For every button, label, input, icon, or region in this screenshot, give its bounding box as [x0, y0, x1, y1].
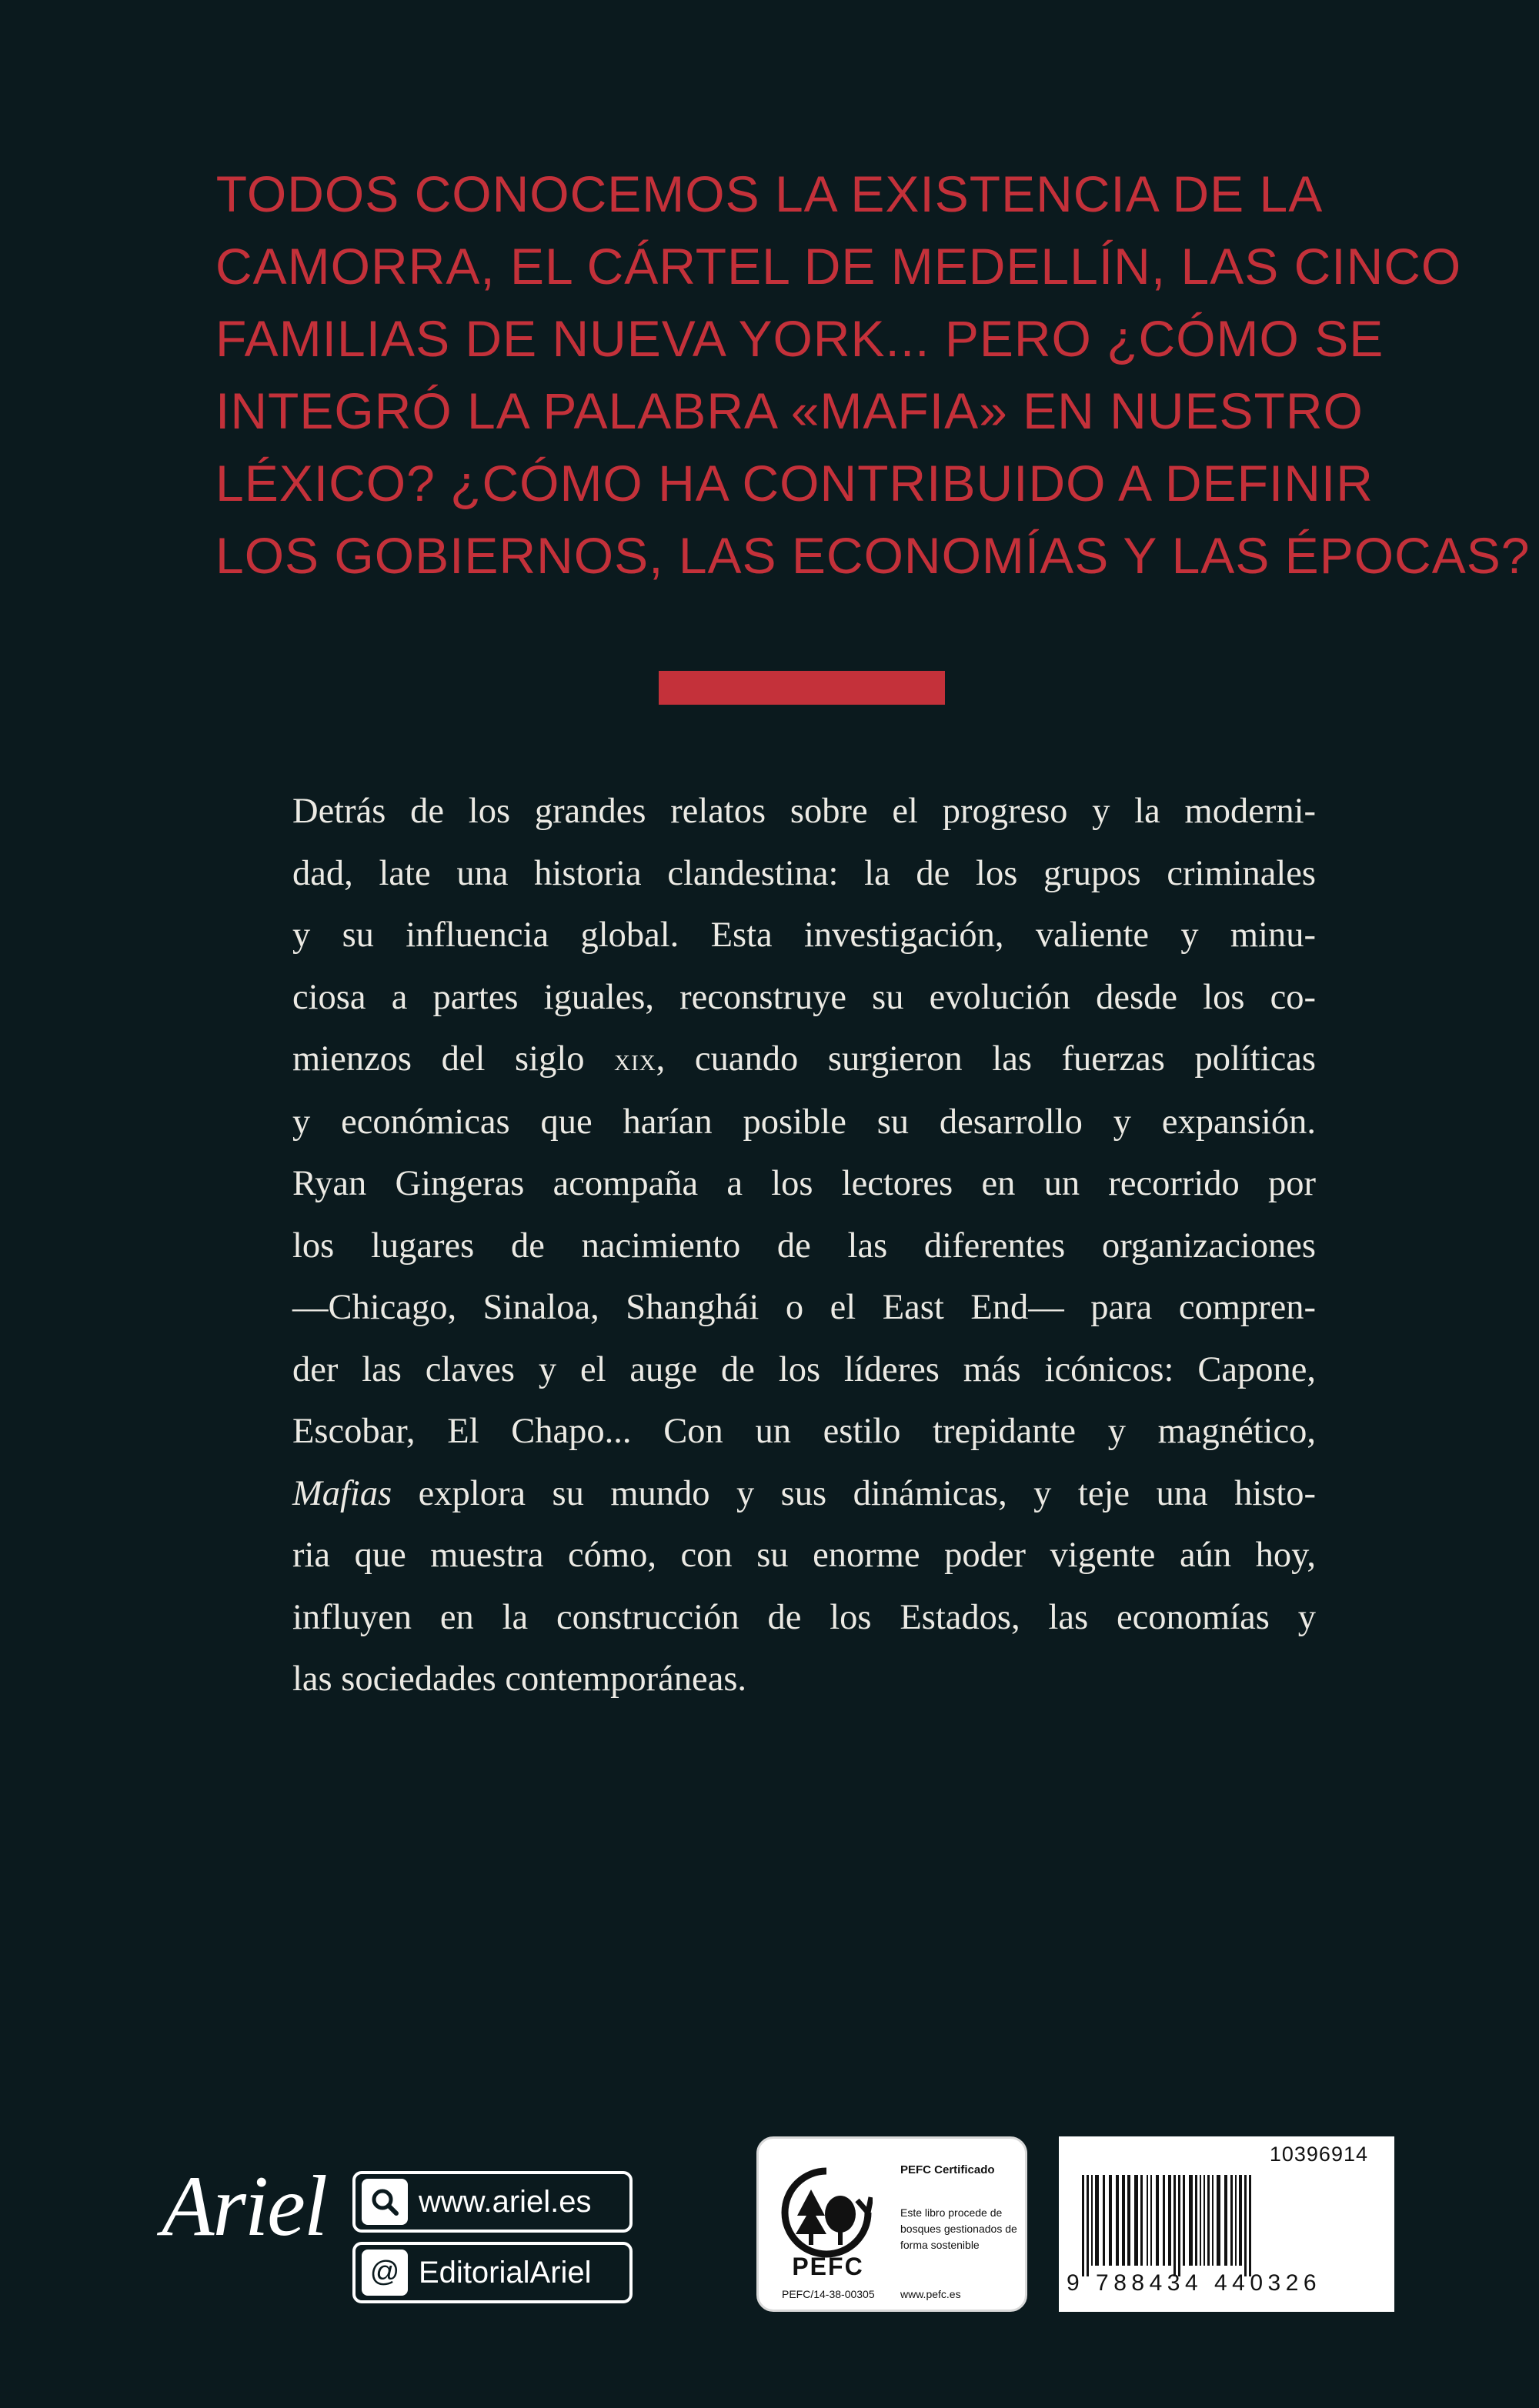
synopsis-line: Ryan Gingeras acompaña a los lectores en un recorrido por	[292, 1164, 1316, 1203]
synopsis-line	[292, 1029, 1316, 1092]
synopsis-line: y su influencia global. Esta investigación, valiente y minu-	[292, 916, 1316, 955]
barcode-bar	[1087, 2175, 1089, 2276]
synopsis-line: y económicas que harían posible su desarrollo y expansión.	[292, 1102, 1316, 1142]
headline-line: CAMORRA, EL CÁRTEL DE MEDELLÍN, LAS CINCO	[215, 238, 1462, 295]
barcode-label	[1059, 2136, 1394, 2312]
barcode-bar	[1249, 2175, 1251, 2276]
headline-line: FAMILIAS DE NUEVA YORK... PERO ¿CÓMO SE	[215, 310, 1384, 367]
svg-text:@: @	[369, 2256, 400, 2288]
pefc-certified: PEFC Certificado	[900, 2163, 995, 2176]
barcode-bar	[1195, 2175, 1197, 2266]
pefc-url: www.pefc.es	[900, 2288, 961, 2300]
synopsis-line: dad, late una historia clandestina: la de los grupos criminales	[292, 853, 1316, 893]
barcode-bars	[1082, 2175, 1371, 2276]
barcode-bar	[1156, 2175, 1159, 2266]
barcode-bar	[1127, 2175, 1130, 2266]
barcode-bar	[1200, 2175, 1201, 2266]
pefc-word: PEFC	[792, 2253, 864, 2280]
barcode-bar	[1103, 2175, 1105, 2266]
synopsis-line: Escobar, El Chapo... Con un estilo trepidante y magnético,	[292, 1412, 1316, 1451]
barcode-bar	[1235, 2175, 1237, 2266]
headline-line: LOS GOBIERNOS, LAS ECONOMÍAS Y LAS ÉPOCAS?	[215, 527, 1531, 584]
synopsis-line: ria que muestra cómo, con su enorme poder vigente aún hoy,	[292, 1536, 1316, 1575]
pefc-label	[756, 2136, 1027, 2312]
pefc-description: Este libro procede de bosques gestionados de forma sostenible	[900, 2206, 1017, 2251]
barcode-bar	[1122, 2175, 1125, 2266]
barcode-bar	[1163, 2175, 1165, 2266]
social-handle[interactable]: EditorialAriel	[419, 2255, 592, 2290]
barcode-bar	[1091, 2175, 1093, 2266]
barcode-bar	[1239, 2175, 1242, 2266]
headline-line: INTEGRÓ LA PALABRA «MAFIA» EN NUESTRO	[215, 382, 1364, 439]
century-numeral: xix	[614, 1042, 656, 1078]
reference-number: 10396914	[1269, 2143, 1368, 2166]
barcode-bar	[1217, 2175, 1220, 2266]
barcode-bar	[1178, 2175, 1180, 2276]
barcode-bar	[1173, 2175, 1176, 2276]
barcode-bar	[1183, 2175, 1185, 2266]
barcode-bar	[1082, 2175, 1084, 2276]
website-badge[interactable]	[352, 2171, 633, 2233]
search-icon	[362, 2179, 408, 2225]
barcode-bar	[1212, 2175, 1214, 2266]
barcode-bar	[1207, 2175, 1210, 2266]
barcode-bar	[1224, 2175, 1227, 2266]
synopsis-line: los lugares de nacimiento de las diferentes organizaciones	[292, 1226, 1316, 1266]
synopsis-line: influyen en la construcción de los Estados, las economías y	[292, 1597, 1316, 1637]
headline	[215, 158, 1531, 592]
barcode-bar	[1095, 2175, 1099, 2266]
synopsis-text: explora su mundo y sus dinámicas, y teje una histo-	[392, 1473, 1316, 1513]
barcode-bar	[1230, 2175, 1233, 2266]
synopsis-line	[292, 1463, 1316, 1526]
barcode-bar	[1150, 2175, 1152, 2266]
barcode-bar	[1140, 2175, 1143, 2266]
barcode-bar	[1147, 2175, 1148, 2266]
synopsis-line: Detrás de los grandes relatos sobre el progreso y la moderni-	[292, 792, 1316, 831]
synopsis	[292, 781, 1316, 1711]
barcode-bar	[1109, 2175, 1112, 2266]
website-url[interactable]: www.ariel.es	[419, 2184, 592, 2219]
synopsis-line: ciosa a partes iguales, reconstruye su evolución desde los co-	[292, 977, 1316, 1017]
synopsis-line: —Chicago, Sinaloa, Shanghái o el East End— para compren-	[292, 1288, 1316, 1327]
book-title: Mafias	[292, 1473, 392, 1513]
synopsis-line: las sociedades contemporáneas.	[292, 1659, 747, 1699]
social-badge[interactable]	[352, 2242, 633, 2303]
headline-line: LÉXICO? ¿CÓMO HA CONTRIBUIDO A DEFINIR	[215, 455, 1374, 512]
synopsis-line: der las claves y el auge de los líderes más icónicos: Capone,	[292, 1349, 1316, 1389]
barcode-bar	[1134, 2175, 1138, 2266]
headline-line: TODOS CONOCEMOS LA EXISTENCIA DE LA	[215, 165, 1324, 222]
barcode-bar	[1189, 2175, 1193, 2266]
barcode-bar	[1203, 2175, 1205, 2266]
barcode-bar	[1116, 2175, 1119, 2266]
synopsis-text: , cuando surgieron las fuerzas políticas	[656, 1039, 1316, 1079]
pefc-tree-icon	[780, 2166, 873, 2259]
red-divider	[659, 671, 945, 705]
isbn-number: 9 788434 440326	[1067, 2270, 1322, 2296]
at-icon	[362, 2250, 408, 2296]
barcode-bar	[1168, 2175, 1171, 2266]
pefc-code: PEFC/14-38-00305	[782, 2288, 875, 2300]
publisher-logo: Ariel	[162, 2159, 326, 2254]
barcode-bar	[1244, 2175, 1247, 2276]
synopsis-text: mienzos del siglo	[292, 1039, 615, 1079]
